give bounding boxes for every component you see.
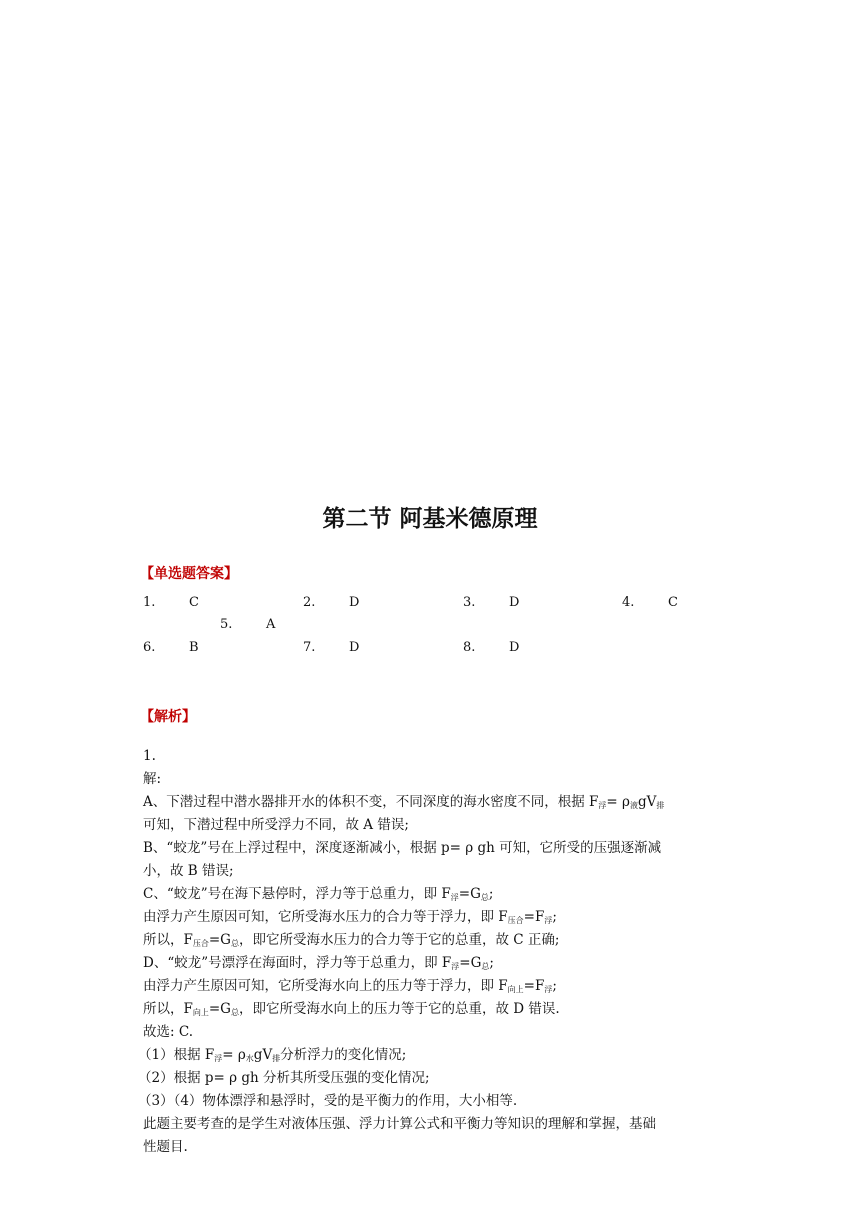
analysis-line: B、“蛟龙”号在上浮过程中，深度逐渐减小，根据 p= ρ gh 可知，它所受的压强逐渐减 <box>143 840 662 856</box>
note-line: （3）（4）物体漂浮和悬浮时，受的是平衡力的作用，大小相等. <box>138 1093 518 1109</box>
answer-item: 4. C <box>622 595 678 610</box>
analysis-line: 由浮力产生原因可知，它所受海水压力的合力等于浮力，即 $F_{压合}=F_浮$; <box>143 909 557 925</box>
answer-item: 3. D <box>463 595 520 610</box>
analysis-line: C、“蛟龙”号在海下悬停时，浮力等于总重力，即 $F_浮=G_总$; <box>143 886 494 902</box>
answer-item: 1. C <box>143 595 199 610</box>
summary-line: 此题主要考查的是学生对液体压强、浮力计算公式和平衡力等知识的理解和掌握，基础 <box>143 1116 656 1132</box>
answer-choice: 故选: C. <box>143 1024 193 1040</box>
answer-item: 5. A <box>220 617 276 632</box>
analysis-line: 小，故 B 错误; <box>143 863 234 879</box>
analysis-line: 所以，$F_{压合}=G_总$，即它所受海水压力的合力等于它的总重，故 C 正确; <box>143 932 560 948</box>
answer-item: 2. D <box>303 595 360 610</box>
note-line: （1）根据 $F_浮= \rho_水gV_排$分析浮力的变化情况; <box>138 1047 407 1063</box>
solution-label: 解: <box>143 771 162 787</box>
analysis-line: D、“蛟龙”号漂浮在海面时，浮力等于总重力，即 $F_浮=G_总$; <box>143 955 494 971</box>
analysis-line: 由浮力产生原因可知，它所受海水向上的压力等于浮力，即 $F_{向上}=F_浮$; <box>143 978 557 994</box>
analysis-line: 所以，$F_{向上}=G_总$，即它所受海水向上的压力等于它的总重，故 D 错误. <box>143 1001 560 1017</box>
question-number: 1. <box>143 748 156 764</box>
answers-heading: 【单选题答案】 <box>140 566 238 582</box>
analysis-line: A、下潜过程中潜水器排开水的体积不变，不同深度的海水密度不同，根据 $F_浮= \rho_液gV_排$ <box>143 794 665 810</box>
answer-item: 6. B <box>143 640 199 655</box>
note-line: （2）根据 p= ρ gh 分析其所受压强的变化情况; <box>138 1070 430 1086</box>
analysis-line: 可知，下潜过程中所受浮力不同，故 A 错误; <box>143 817 409 833</box>
analysis-heading: 【解析】 <box>140 709 196 725</box>
summary-line: 性题目. <box>143 1139 188 1155</box>
page-title: 第二节 阿基米德原理 <box>322 506 538 532</box>
answer-item: 7. D <box>303 640 360 655</box>
answer-item: 8. D <box>463 640 520 655</box>
